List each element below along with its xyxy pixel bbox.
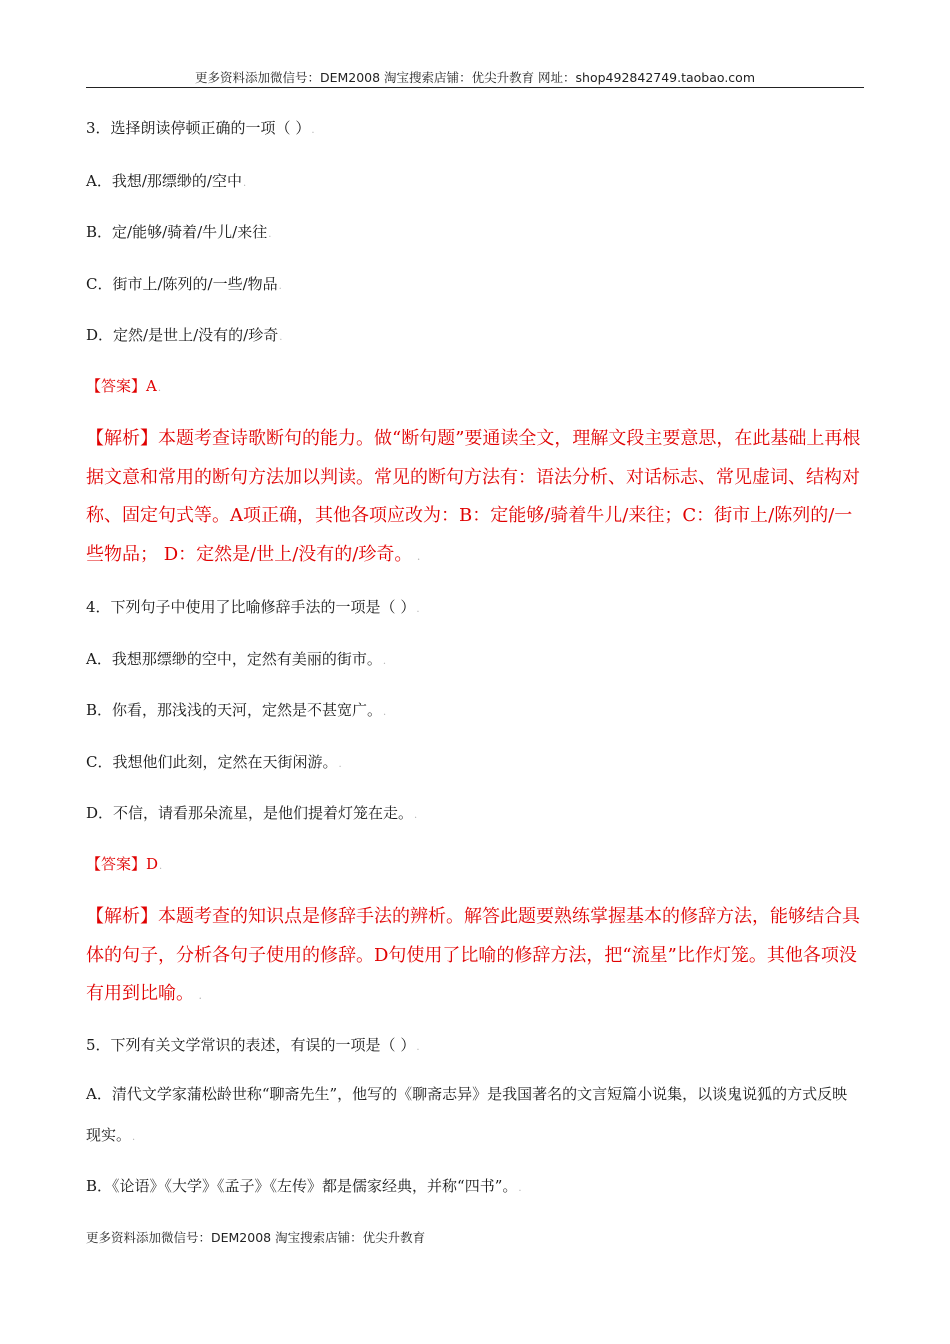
question-4-answer: 【答案】D. bbox=[86, 855, 163, 873]
question-4-option-c: C．我想他们此刻，定然在天街闲游。. bbox=[86, 753, 342, 771]
question-3-option-d: D．定然/是世上/没有的/珍奇. bbox=[86, 326, 283, 344]
question-4-stem: 4．下列句子中使用了比喻修辞手法的一项是（ ）. bbox=[86, 598, 420, 616]
question-4-option-d: D．不信，请看那朵流星，是他们提着灯笼在走。. bbox=[86, 804, 418, 822]
question-3-analysis: 【解析】本题考查诗歌断句的能力。做“断句题”要通读全文，理解文段主要意思，在此基础上再根据文意和常用的断句方法加以判读。常见的断句方法有：语法分析、对话标志、常见虚词、结构对称、固定句式等。A项正确，其他各项应改为：B：定能够/骑着牛儿/来往；C：街市上/陈列的/一些物品； D：定然是/世上/没有的/珍奇。 . bbox=[86, 428, 861, 565]
question-3-answer: 【答案】A. bbox=[86, 377, 162, 395]
page-header: 更多资料添加微信号：DEM2008 淘宝搜索店铺：优尖升教育 网址：shop492842749.taobao.com bbox=[194, 70, 756, 85]
question-4-analysis: 【解析】本题考查的知识点是修辞手法的辨析。解答此题要熟练掌握基本的修辞方法，能够结合具体的句子，分析各句子使用的修辞。D句使用了比喻的修辞方法，把“流星”比作灯笼。其他各项没有用到比喻。 . bbox=[86, 906, 860, 1004]
header-divider bbox=[86, 87, 864, 88]
question-5-option-b: B．《论语》《大学》《孟子》《左传》都是儒家经典，并称“四书”。. bbox=[86, 1177, 522, 1195]
question-3-option-b: B．定/能够/骑着/牛儿/来往. bbox=[86, 223, 272, 241]
question-4-option-b: B．你看，那浅浅的天河，定然是不甚宽广。. bbox=[86, 701, 387, 719]
question-3-option-c: C．街市上/陈列的/一些/物品. bbox=[86, 275, 282, 293]
question-3-stem: 3．选择朗读停顿正确的一项（ ）. bbox=[86, 119, 315, 137]
question-5-stem: 5．下列有关文学常识的表述，有误的一项是（ ）. bbox=[86, 1036, 420, 1054]
question-4-option-a: A．我想那缥缈的空中，定然有美丽的街市。. bbox=[86, 650, 387, 668]
question-3-option-a: A．我想/那缥缈的/空中. bbox=[86, 172, 247, 190]
question-5-option-a: A．清代文学家蒲松龄世称“聊斋先生”，他写的《聊斋志异》是我国著名的文言短篇小说集，以谈鬼说狐的方式反映现实。. bbox=[86, 1085, 848, 1144]
page-footer: 更多资料添加微信号：DEM2008 淘宝搜索店铺：优尖升教育 bbox=[86, 1230, 426, 1245]
